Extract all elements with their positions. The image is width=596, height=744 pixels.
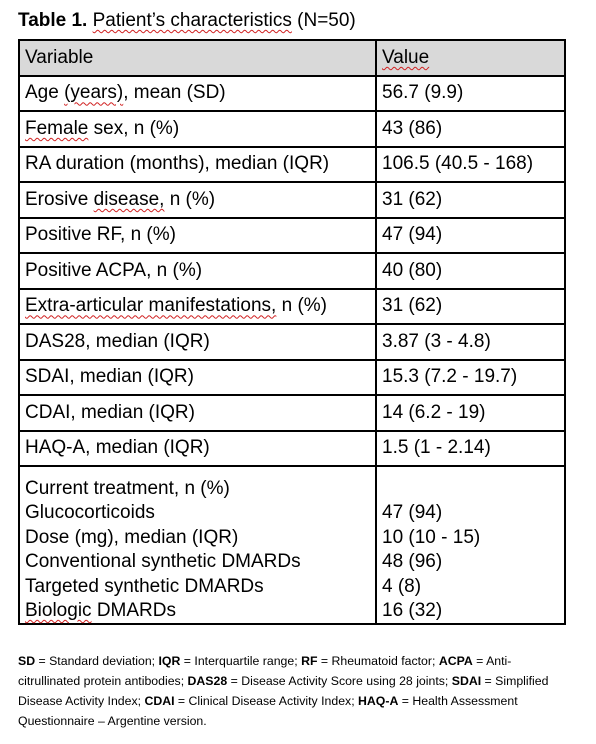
treatment-item-value: 47 (94) <box>382 502 443 524</box>
footnote-def: Standard deviation <box>49 654 152 668</box>
table-label: Table 1. <box>18 10 88 31</box>
footnote-def: Anti-citrullinated protein antibodies <box>18 654 512 688</box>
table-header-row <box>19 40 565 76</box>
row-variable <box>19 182 376 218</box>
table-title-text: Patient’s characteristics <box>92 10 292 31</box>
footnote-abbr: ACPA <box>438 654 473 668</box>
treatment-item-label: Targeted synthetic DMARDs <box>25 575 264 597</box>
row-variable <box>19 360 376 396</box>
table-row <box>19 147 565 183</box>
row-variable-text: Age (years), mean (SD) <box>25 82 226 104</box>
table-row <box>19 360 565 396</box>
footnote-def: Health Assessment Questionnaire – Argentine version. <box>18 694 518 728</box>
treatment-values <box>376 466 565 624</box>
row-variable-text: Positive ACPA, n (%) <box>25 259 203 281</box>
treatment-heading: Current treatment, n (%) <box>25 478 230 499</box>
row-value: 43 (86) <box>376 111 565 147</box>
footnote-abbr: CDAI <box>144 694 175 708</box>
row-variable-text: HAQ-A, median (IQR) <box>25 437 210 459</box>
footnote-abbr: SDAI <box>451 674 482 688</box>
row-variable <box>19 253 376 289</box>
row-variable-text: DAS28, median (IQR) <box>25 330 210 352</box>
treatment-item-value: 48 (96) <box>382 551 443 573</box>
footnote-abbr: IQR <box>158 654 181 668</box>
row-variable-text: RA duration (months), median (IQR) <box>25 153 330 175</box>
table-footnote: SD = Standard deviation; IQR = Interquartile range; RF = Rheumatoid factor; ACPA = Anti-citrullinated protein antibodies; DAS28 = Disease Activity Score using 28 joints; SDAI = Simplified Disease Activity Index; CDAI = Clinical Disease Activity Index; HAQ-A = Health Assessment Questionnaire – Argentine version. <box>18 654 549 728</box>
treatment-row <box>19 466 565 624</box>
row-value: 56.7 (9.9) <box>376 76 565 112</box>
header-variable: Variable <box>19 40 376 76</box>
row-value: 40 (80) <box>376 253 565 289</box>
footnote-def: Disease Activity Score using 28 joints <box>241 674 445 688</box>
footnote-abbr: DAS28 <box>187 674 228 688</box>
row-variable <box>19 289 376 325</box>
row-variable <box>19 431 376 467</box>
row-variable <box>19 218 376 254</box>
row-value: 15.3 (7.2 - 19.7) <box>376 360 565 396</box>
footnote-def: Interquartile range <box>194 654 295 668</box>
row-variable-text: Positive RF, n (%) <box>25 224 176 246</box>
row-value: 14 (6.2 - 19) <box>376 395 565 431</box>
row-variable-text: Female sex, n (%) <box>25 117 180 139</box>
row-variable-text: SDAI, median (IQR) <box>25 366 194 388</box>
treatment-item-label: Glucocorticoids <box>25 502 155 524</box>
treatment-item-label: Conventional synthetic DMARDs <box>25 551 301 573</box>
row-value: 106.5 (40.5 - 168) <box>376 147 565 183</box>
header-value <box>376 40 565 76</box>
footnote-def: Simplified Disease Activity Index <box>18 674 549 708</box>
table-row <box>19 289 565 325</box>
row-value: 31 (62) <box>376 289 565 325</box>
treatment-spacer <box>382 477 564 501</box>
footnote-def: Clinical Disease Activity Index <box>188 694 352 708</box>
table-title-suffix: (N=50) <box>297 10 356 31</box>
treatment-item-label: Dose (mg), median (IQR) <box>25 526 239 548</box>
row-variable <box>19 395 376 431</box>
table-row <box>19 218 565 254</box>
row-value: 1.5 (1 - 2.14) <box>376 431 565 467</box>
row-value: 47 (94) <box>376 218 565 254</box>
footnote-abbr: HAQ-A <box>358 694 399 708</box>
row-variable-text: Erosive disease, n (%) <box>25 188 216 210</box>
footnote-abbr: RF <box>301 654 318 668</box>
table-row <box>19 182 565 218</box>
treatment-item-label: Biologic DMARDs <box>25 600 176 622</box>
row-value: 31 (62) <box>376 182 565 218</box>
table-row <box>19 111 565 147</box>
row-variable <box>19 76 376 112</box>
row-variable <box>19 324 376 360</box>
row-value: 3.87 (3 - 4.8) <box>376 324 565 360</box>
footnote-abbr: SD <box>18 654 36 668</box>
table-title <box>18 10 356 32</box>
header-value-text: Value <box>382 46 430 68</box>
row-variable <box>19 147 376 183</box>
treatment-item-value: 16 (32) <box>382 600 443 622</box>
table-row <box>19 76 565 112</box>
treatment-item-value: 4 (8) <box>382 575 422 597</box>
row-variable <box>19 111 376 147</box>
treatment-variables <box>19 466 376 624</box>
table-row <box>19 253 565 289</box>
row-variable-text: Extra-articular manifestations, n (%) <box>25 295 328 317</box>
footnote-def: Rheumatoid factor <box>331 654 432 668</box>
table-row <box>19 324 565 360</box>
row-variable-text: CDAI, median (IQR) <box>25 401 195 423</box>
treatment-item-value: 10 (10 - 15) <box>382 526 481 548</box>
table-row <box>19 395 565 431</box>
table-row <box>19 431 565 467</box>
characteristics-table <box>18 39 566 625</box>
